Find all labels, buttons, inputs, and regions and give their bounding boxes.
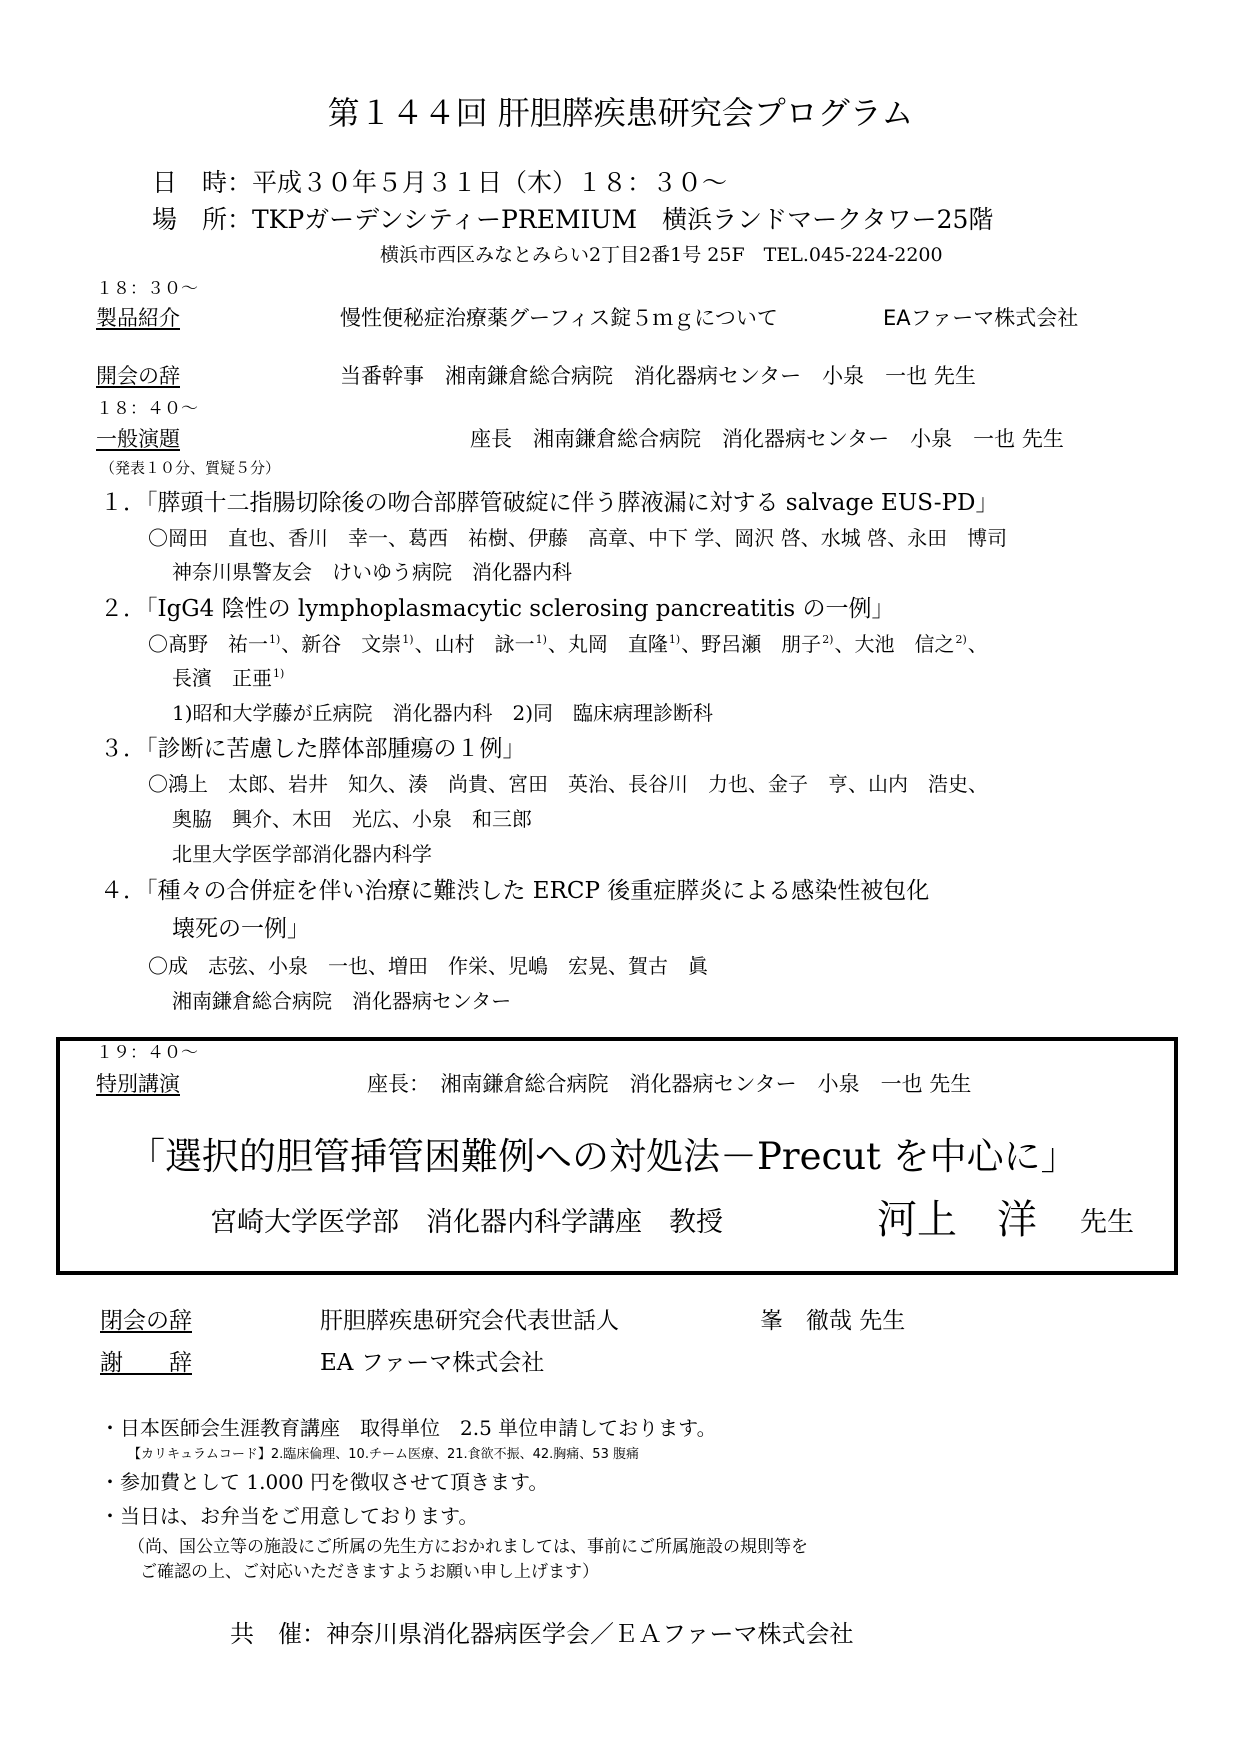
note-lunch-detail-cont: ご確認の上、ご対応いただきますようお願い申し上げます） (140, 1562, 599, 1582)
author: 、大池 信之 (834, 632, 955, 656)
affiliation-mark: 1) (402, 633, 414, 647)
talk-title: ３．「診断に苦慮した膵体部腫瘍の１例」 (100, 736, 526, 762)
special-time: １９：４０～ (96, 1043, 198, 1063)
note-lunch: ・当日は、お弁当をご用意しております。 (100, 1504, 479, 1528)
talk-affiliation: 1)昭和大学藤が丘病院 消化器内科 2)同 臨床病理診断科 (172, 701, 714, 725)
affiliation-mark: 1) (668, 633, 681, 647)
sponsor: 共 催：神奈川県消化器病医学会／ＥＡファーマ株式会社 (230, 1620, 854, 1648)
talk-authors-cont (172, 662, 285, 691)
special-affiliation: 宮崎大学医学部 消化器内科学講座 教授 (210, 1207, 723, 1238)
general-note: （発表１０分、質疑５分） (100, 459, 281, 477)
venue-address: 横浜市西区みなとみらい2丁目2番1号 25F TEL.045-224-2200 (380, 244, 943, 266)
closing-text: 肝胆膵疾患研究会代表世話人 (320, 1308, 619, 1334)
talk-affiliation: 神奈川県警友会 けいゆう病院 消化器内科 (172, 560, 572, 584)
opening-label: 開会の辞 (96, 364, 180, 388)
special-honorific: 先生 (1080, 1207, 1134, 1238)
author: 長濱 正亜 (172, 666, 272, 690)
product-time: １８：３０～ (96, 279, 198, 299)
talk-title: １．「膵頭十二指腸切除後の吻合部膵管破綻に伴う膵液漏に対する salvage EUS-PD」 (100, 490, 999, 516)
affiliation-mark: 2) (955, 633, 967, 647)
talk-authors-cont: 奥脇 興介、木田 光広、小泉 和三郎 (172, 807, 532, 831)
talk-title: ４．「種々の合併症を伴い治療に難渋した ERCP 後重症膵炎による感染性被包化 (100, 878, 930, 904)
thanks-label: 謝 辞 (100, 1350, 192, 1376)
author: 、野呂瀬 朋子 (681, 632, 822, 656)
note-fee: ・参加費として 1.000 円を徴収させて頂きます。 (100, 1470, 549, 1494)
page-title: 第１４４回 肝胆膵疾患研究会プログラム (327, 94, 914, 132)
product-label: 製品紹介 (96, 306, 180, 330)
talk-authors: 〇岡田 直也、香川 幸一、葛西 祐樹、伊藤 高章、中下 学、岡沢 啓、水城 啓、永田 博司 (148, 526, 1008, 550)
talk-title: ２．「IgG4 陰性の lymphoplasmacytic sclerosing pancreatitis の一例」 (100, 596, 895, 622)
note-lunch-detail: （尚、国公立等の施設にご所属の先生方におかれましては、事前にご所属施設の規則等を (128, 1537, 808, 1557)
opening-text: 当番幹事 湘南鎌倉総合病院 消化器病センター 小泉 一也 先生 (340, 364, 976, 388)
note-curriculum: 【カリキュラムコード】2.臨床倫理、10.チーム医療、21.食欲不振、42.胸痛、53 腹痛 (128, 1447, 639, 1462)
closing-label: 閉会の辞 (100, 1308, 192, 1334)
separator: 、 (967, 632, 988, 656)
special-chair: 座長： 湘南鎌倉総合病院 消化器病センター 小泉 一也 先生 (367, 1072, 972, 1096)
special-label: 特別講演 (96, 1072, 180, 1096)
thanks-text: EA ファーマ株式会社 (320, 1350, 545, 1376)
affiliation-mark: 2) (822, 633, 834, 647)
affiliation-mark: 1) (269, 633, 281, 647)
special-speaker: 河上 洋 (877, 1197, 1037, 1243)
talk-authors: 〇成 志弦、小泉 一也、増田 作栄、児嶋 宏晃、賀古 眞 (148, 954, 708, 978)
event-venue: 場 所：TKPガーデンシティーPREMIUM 横浜ランドマークタワー25階 (152, 205, 994, 234)
closing-name: 峯 徹哉 先生 (760, 1308, 906, 1334)
product-text: 慢性便秘症治療薬グーフィス錠５ｍｇについて (340, 306, 778, 330)
author: 〇髙野 祐一 (148, 632, 268, 656)
author: 、新谷 文崇 (281, 632, 402, 656)
event-datetime: 日 時：平成３０年５月３１日（木）１８：３０～ (152, 168, 728, 197)
talk-affiliation: 北里大学医学部消化器内科学 (172, 842, 432, 866)
special-title: 「選択的胆管挿管困難例への対処法－Precut を中心に」 (128, 1135, 1078, 1178)
talk-authors (148, 628, 988, 657)
product-company: EAファーマ株式会社 (883, 306, 1079, 330)
talk-authors: 〇鴻上 太郎、岩井 知久、湊 尚貴、宮田 英治、長谷川 力也、金子 亨、山内 浩史、 (148, 772, 988, 796)
general-chair: 座長 湘南鎌倉総合病院 消化器病センター 小泉 一也 先生 (470, 427, 1064, 451)
general-label: 一般演題 (96, 427, 180, 451)
affiliation-mark: 1) (273, 667, 285, 681)
note-cme: ・日本医師会生涯教育講座 取得単位 2.5 単位申請しております。 (100, 1416, 717, 1440)
general-time: １８：４０～ (96, 399, 198, 419)
talk-affiliation: 湘南鎌倉総合病院 消化器病センター (172, 989, 512, 1013)
author: 、山村 詠一 (414, 632, 535, 656)
author: 、丸岡 直隆 (547, 632, 668, 656)
talk-title-cont: 壊死の一例」 (172, 916, 310, 942)
affiliation-mark: 1) (535, 633, 547, 647)
